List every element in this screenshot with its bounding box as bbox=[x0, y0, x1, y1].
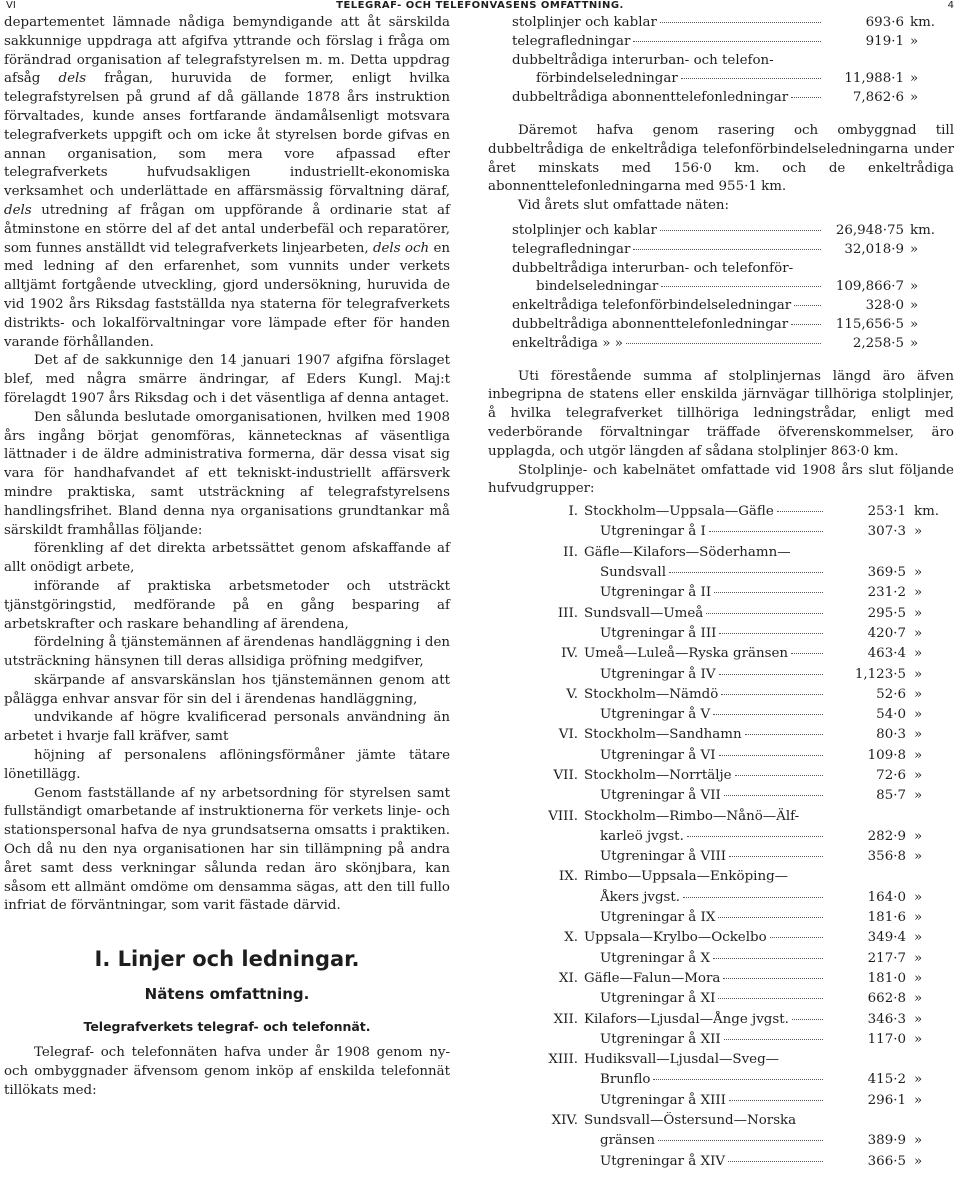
list-item bbox=[512, 52, 954, 71]
list-item-value: 32,018·9 bbox=[844, 241, 904, 257]
left-column bbox=[4, 14, 450, 1101]
list-item-label: telegrafledningar bbox=[512, 33, 631, 49]
table-row bbox=[488, 706, 954, 726]
route-length: 109·8 bbox=[867, 747, 906, 763]
principle-item: skärpande af ansvarskänslan hos tjänstemännen genom att pålägga enhvar ansvar för sin del i ärendenas handläggning, bbox=[4, 672, 450, 707]
table-row bbox=[488, 523, 954, 543]
list-item-label: bindelseledningar bbox=[536, 279, 659, 295]
list-item bbox=[512, 260, 954, 279]
route-number: XI. bbox=[558, 970, 578, 986]
route-name: Utgreningar å XIV bbox=[600, 1153, 726, 1169]
route-length: 72·6 bbox=[876, 767, 906, 783]
route-name: Rimbo—Uppsala—Enköping— bbox=[584, 869, 789, 885]
table-row bbox=[488, 503, 954, 523]
running-header bbox=[6, 0, 954, 12]
list-item-unit: » bbox=[910, 71, 919, 87]
list-item-label: stolplinjer och kablar bbox=[512, 222, 657, 238]
list-item-value: 11,988·1 bbox=[844, 71, 904, 87]
paragraph-reorganisation: Den sålunda beslutade omorganisationen, hvilken med 1908 års ingång börjat genomföras, kännetecknas af väsentliga lättnader i de äldre administrativa formerna, där dessa visat sig vara för handhafvandet af ett tekniskt-industriellt affärsverk mindre praktiska, samt utsträckning af telegrafstyrelsens handlingsfrihet. Bland denna nya organisations grundtankar må särskildt framhållas följande: bbox=[4, 409, 450, 538]
route-unit: » bbox=[914, 849, 923, 865]
table-row bbox=[488, 584, 954, 604]
table-row bbox=[488, 1051, 954, 1071]
table-row bbox=[488, 970, 954, 990]
table-row bbox=[488, 605, 954, 625]
list-item-unit: » bbox=[910, 33, 919, 49]
route-name: Umeå—Luleå—Ryska gränsen bbox=[584, 646, 789, 662]
route-number: IV. bbox=[561, 646, 578, 662]
route-unit: » bbox=[914, 585, 923, 601]
header-title: TELEGRAF- OCH TELEFONVÄSENS OMFATTNING. bbox=[336, 0, 624, 11]
route-length: 181·6 bbox=[867, 910, 906, 926]
paragraph-rebuild: Däremot hafva genom rasering och ombyggnad till dubbeltrådiga de enkeltrådiga telefonförbindelseledningarna under året minskats med 156·0 km. och de enkeltrådiga abonnenttelefonledningarna med 955·1 km. bbox=[488, 122, 954, 195]
route-length: 117·0 bbox=[867, 1031, 906, 1047]
route-name: Utgreningar å XIII bbox=[600, 1092, 726, 1108]
list-item bbox=[512, 14, 954, 33]
route-name: Kilafors—Ljusdal—Ånge jvgst. bbox=[584, 1011, 789, 1027]
table-row bbox=[488, 787, 954, 807]
route-unit: km. bbox=[914, 504, 940, 520]
totals-list bbox=[512, 222, 954, 354]
list-item-unit: » bbox=[910, 316, 919, 332]
table-row bbox=[488, 1112, 954, 1132]
route-unit: » bbox=[914, 1031, 923, 1047]
route-number: VI. bbox=[558, 727, 578, 743]
list-item-value: 109,866·7 bbox=[835, 279, 904, 295]
list-item-unit: » bbox=[910, 335, 919, 351]
route-unit: » bbox=[914, 788, 923, 804]
route-length: 349·4 bbox=[867, 930, 906, 946]
route-length: 1,123·5 bbox=[854, 666, 906, 682]
list-item-unit: » bbox=[910, 279, 919, 295]
route-unit: » bbox=[914, 707, 923, 723]
route-unit: » bbox=[914, 646, 923, 662]
route-unit: » bbox=[914, 666, 923, 682]
route-unit: » bbox=[914, 950, 923, 966]
table-row bbox=[488, 828, 954, 848]
route-length: 181·0 bbox=[867, 970, 906, 986]
list-item bbox=[512, 278, 954, 297]
table-row bbox=[488, 645, 954, 665]
route-unit: » bbox=[914, 889, 923, 905]
paragraph-conclusion: Genom fastställande af ny arbetsordning för styrelsen samt fullständigt omarbetande af instruktionerna för verkets linje- och stationspersonal hafva de nya grundsatserna omsatts i praktiken. Och då nu den nya organisationen har sin tillämpning på andra året samt dess verkningar sålunda redan äro skönjbara, kan såsom ett allmänt omdöme om densamma sägas, att den till fullo infriat de förväntningar, som varit fästade därvid. bbox=[4, 785, 450, 914]
route-unit: » bbox=[914, 828, 923, 844]
route-number: XIII. bbox=[548, 1052, 578, 1068]
route-name: Brunflo bbox=[600, 1072, 651, 1088]
table-row bbox=[488, 564, 954, 584]
table-row bbox=[488, 1031, 954, 1051]
route-name: Utgreningar å I bbox=[600, 524, 706, 540]
route-unit: » bbox=[914, 605, 923, 621]
route-name: Stockholm—Rimbo—Nånö—Älf- bbox=[584, 808, 800, 824]
route-name: Sundsvall—Umeå bbox=[584, 605, 704, 621]
list-item-label: dubbeltrådiga abonnenttelefonledningar bbox=[512, 90, 789, 106]
route-length: 282·9 bbox=[867, 828, 906, 844]
route-length: 346·3 bbox=[867, 1011, 906, 1027]
principle-item: fördelning å tjänstemännen af ärendenas handläggning i den utsträckning hänsynen till deras allsidiga pröfning medgifver, bbox=[4, 635, 450, 670]
list-item-label: dubbeltrådiga abonnenttelefonledningar bbox=[512, 316, 789, 332]
list-item-label: enkeltrådiga » » bbox=[512, 335, 623, 351]
route-length: 54·0 bbox=[876, 707, 906, 723]
route-length: 80·3 bbox=[876, 727, 906, 743]
route-name: Utgreningar å VIII bbox=[600, 849, 727, 865]
route-name: Utgreningar å XI bbox=[600, 991, 716, 1007]
table-row bbox=[488, 990, 954, 1010]
route-groups-table bbox=[488, 503, 954, 1173]
table-row bbox=[488, 747, 954, 767]
route-unit: » bbox=[914, 1072, 923, 1088]
sub-subsection-heading: Telegrafverkets telegraf- och telefonnät. bbox=[83, 1019, 371, 1035]
paragraph-railway-poles: Uti förestående summa af stolplinjernas längd äro äfven inbegripna de statens eller enskilda järnvägar tillhöriga stolplinjer, å hvilka telegrafverket tillhöriga ledningstrådar, enligt med vederbörande förvaltningar träffade öfverenskommelser, äro upplagda, och utgör längden af sådana stolplinjer 863·0 km. bbox=[488, 368, 954, 459]
route-unit: » bbox=[914, 910, 923, 926]
list-item-value: 693·6 bbox=[865, 15, 904, 30]
route-number: II. bbox=[563, 544, 578, 560]
header-page-number: 4 bbox=[947, 0, 954, 11]
list-item bbox=[512, 297, 954, 316]
route-unit: » bbox=[914, 524, 923, 540]
route-unit: » bbox=[914, 686, 923, 702]
list-item bbox=[512, 89, 954, 108]
route-number: VIII. bbox=[548, 808, 578, 824]
list-item-value: 7,862·6 bbox=[852, 90, 904, 106]
list-item-label: förbindelseledningar bbox=[536, 71, 678, 87]
route-length: 85·7 bbox=[876, 788, 906, 804]
list-item-label: stolplinjer och kablar bbox=[512, 15, 657, 30]
route-name: Gäfle—Kilafors—Söderhamn— bbox=[584, 544, 791, 560]
route-name: Stockholm—Sandhamn bbox=[584, 727, 742, 743]
paragraph-networks: Telegraf- och telefonnäten hafva under år 1908 genom ny- och ombyggnader äfvensom genom inköp af enskilda telefonnät tillökats med: bbox=[4, 1045, 450, 1098]
route-length: 296·1 bbox=[867, 1092, 906, 1108]
route-unit: » bbox=[914, 727, 923, 743]
list-item-value: 919·1 bbox=[865, 33, 904, 49]
route-number: XIV. bbox=[551, 1113, 578, 1129]
route-length: 389·9 bbox=[867, 1133, 906, 1149]
route-name: Utgreningar å V bbox=[600, 707, 711, 723]
route-unit: » bbox=[914, 1153, 923, 1169]
route-unit: » bbox=[914, 767, 923, 783]
list-item bbox=[512, 33, 954, 52]
route-name: Utgreningar å IV bbox=[600, 666, 716, 682]
route-name: gränsen bbox=[600, 1133, 656, 1149]
table-row bbox=[488, 889, 954, 909]
table-row bbox=[488, 1011, 954, 1031]
route-length: 415·2 bbox=[867, 1072, 906, 1088]
route-name: Sundsvall—Östersund—Norska bbox=[584, 1113, 797, 1129]
route-name: Utgreningar å II bbox=[600, 585, 712, 601]
principle-item: höjning af personalens aflöningsförmåner jämte tätare lönetillägg. bbox=[4, 748, 450, 782]
paragraph-proposal: Det af de sakkunnige den 14 januari 1907 afgifna förslaget blef, med några smärre ändringar, af Eders Kungl. Maj:t förelagdt 1907 års Riksdag och i det väsentliga af denna antaget. bbox=[4, 353, 450, 406]
route-length: 356·8 bbox=[867, 849, 906, 865]
list-item bbox=[512, 316, 954, 335]
principle-item: förenkling af det direkta arbetssättet genom afskaffande af allt onödigt arbete, bbox=[4, 541, 450, 576]
paragraph-year-end: Vid årets slut omfattade näten: bbox=[518, 198, 730, 214]
route-name: Utgreningar å X bbox=[600, 950, 711, 966]
table-row bbox=[488, 544, 954, 564]
route-name: Utgreningar å VI bbox=[600, 747, 716, 763]
list-item-label: dubbeltrådiga interurban- och telefonför- bbox=[512, 260, 794, 276]
route-unit: » bbox=[914, 1133, 923, 1149]
route-number: VII. bbox=[553, 767, 578, 783]
route-number: IX. bbox=[558, 869, 578, 885]
table-row bbox=[488, 686, 954, 706]
right-column bbox=[488, 14, 954, 1173]
list-item-unit: » bbox=[910, 90, 919, 106]
route-length: 366·5 bbox=[867, 1153, 906, 1169]
route-number: V. bbox=[566, 686, 578, 702]
table-row bbox=[488, 1132, 954, 1152]
table-row bbox=[488, 625, 954, 645]
table-row bbox=[488, 929, 954, 949]
list-item-value: 2,258·5 bbox=[852, 335, 904, 351]
route-unit: » bbox=[914, 991, 923, 1007]
table-row bbox=[488, 848, 954, 868]
route-length: 52·6 bbox=[876, 686, 906, 702]
list-item bbox=[512, 70, 954, 89]
list-item-unit: km. bbox=[910, 222, 936, 238]
route-name: Utgreningar å III bbox=[600, 625, 717, 641]
table-row bbox=[488, 909, 954, 929]
list-item bbox=[512, 335, 954, 354]
route-name: Gäfle—Falun—Mora bbox=[584, 970, 721, 986]
route-name: Sundsvall bbox=[600, 565, 666, 581]
principle-item: införande af praktiska arbetsmetoder och utsträckt tjänstgöringstid, medförande på en gång besparing af arbetskrafter och raskare behandling af ärendena, bbox=[4, 578, 450, 632]
route-number: X. bbox=[564, 930, 578, 946]
route-length: 420·7 bbox=[867, 625, 906, 641]
table-row bbox=[488, 950, 954, 970]
table-row bbox=[488, 1071, 954, 1091]
list-item bbox=[512, 241, 954, 260]
route-name: Stockholm—Nämdö bbox=[584, 686, 719, 702]
route-unit: » bbox=[914, 930, 923, 946]
paragraph-main-groups: Stolplinje- och kabelnätet omfattade vid 1908 års slut följande hufvudgrupper: bbox=[488, 462, 954, 497]
route-unit: » bbox=[914, 625, 923, 641]
route-name: Utgreningar å VII bbox=[600, 788, 721, 804]
route-length: 307·3 bbox=[867, 524, 906, 540]
route-length: 231·2 bbox=[867, 585, 906, 601]
route-unit: » bbox=[914, 565, 923, 581]
route-unit: » bbox=[914, 970, 923, 986]
list-item-label: telegrafledningar bbox=[512, 241, 631, 257]
list-item-label: dubbeltrådiga interurban- och telefon- bbox=[512, 52, 774, 68]
table-row bbox=[488, 1092, 954, 1112]
table-row bbox=[488, 726, 954, 746]
route-length: 253·1 bbox=[867, 504, 906, 520]
route-name: Stockholm—Norrtälje bbox=[584, 767, 732, 783]
list-item-label: enkeltrådiga telefonförbindelseledningar bbox=[512, 298, 792, 314]
route-length: 369·5 bbox=[867, 565, 906, 581]
route-length: 164·0 bbox=[867, 889, 906, 905]
route-number: III. bbox=[557, 605, 578, 621]
list-item bbox=[512, 222, 954, 241]
section-heading: I. Linjer och ledningar. bbox=[94, 947, 360, 972]
list-item-value: 115,656·5 bbox=[835, 316, 904, 332]
header-roman-page: VI bbox=[6, 0, 16, 11]
route-name: Åkers jvgst. bbox=[600, 889, 681, 905]
table-row bbox=[488, 1153, 954, 1173]
route-number: I. bbox=[568, 504, 578, 520]
list-item-unit: km. bbox=[910, 15, 936, 30]
route-length: 662·8 bbox=[867, 991, 906, 1007]
route-name: karleö jvgst. bbox=[600, 828, 684, 844]
table-row bbox=[488, 868, 954, 888]
route-name: Utgreningar å IX bbox=[600, 910, 716, 926]
table-row bbox=[488, 666, 954, 686]
subsection-heading: Nätens omfattning. bbox=[144, 985, 310, 1004]
route-unit: » bbox=[914, 1011, 923, 1027]
list-item-unit: » bbox=[910, 298, 919, 314]
table-row bbox=[488, 808, 954, 828]
route-length: 295·5 bbox=[867, 605, 906, 621]
principle-item: undvikande af högre kvalificerad personals användning än arbetet i hvarje fall kräfver, samt bbox=[4, 710, 450, 745]
table-row bbox=[488, 767, 954, 787]
route-name: Stockholm—Uppsala—Gäfle bbox=[584, 504, 774, 520]
route-unit: » bbox=[914, 1092, 923, 1108]
route-name: Uppsala—Krylbo—Ockelbo bbox=[584, 930, 767, 946]
list-item-value: 26,948·75 bbox=[835, 222, 904, 238]
route-name: Utgreningar å XII bbox=[600, 1031, 721, 1047]
additions-list bbox=[512, 14, 954, 108]
route-name: Hudiksvall—Ljusdal—Sveg— bbox=[584, 1052, 780, 1068]
list-item-value: 328·0 bbox=[865, 298, 904, 314]
paragraph-commission: departementet lämnade nådiga bemyndigande att åt särskilda sakkunnige uppdraga att afgifva yttrande och förslag i fråga om förändrad organisation af telegrafstyrelsen m. m. Detta uppdrag afsåg dels frågan, huruvida de former, enligt hvilka telegrafstyrelsen på grund af då gällande 1878 års instruktion förvaltades, kunde anses fortfarande ändamålsenligt motsvara telegrafverkets uppgift och om icke åt styrelsen borde gifvas en annan organisation, som mera vore afpassad efter telegrafverkets hufvudsakligen industriellt-ekonomiska verksamhet och underlättade en affärsmässig förvaltning däraf, dels utredning af frågan om uppförande å ordinarie stat af åtminstone en större del af det antal underbefäl och reparatörer, som funnes anställdt vid telegrafverkets linjearbeten, dels och en med ledning af den erfarenhet, som vunnits under verkets alltjämt fortgående utveckling, gjord undersökning, huruvida de vid 1902 års Riksdag fastställda nya staterna för telegrafverkets distrikts- och lokalförvaltningar vore lämpade efter för handen varande förhållanden. bbox=[4, 15, 450, 350]
route-unit: » bbox=[914, 747, 923, 763]
list-item-unit: » bbox=[910, 241, 919, 257]
route-length: 217·7 bbox=[867, 950, 906, 966]
route-number: XII. bbox=[553, 1011, 578, 1027]
route-length: 463·4 bbox=[867, 646, 906, 662]
